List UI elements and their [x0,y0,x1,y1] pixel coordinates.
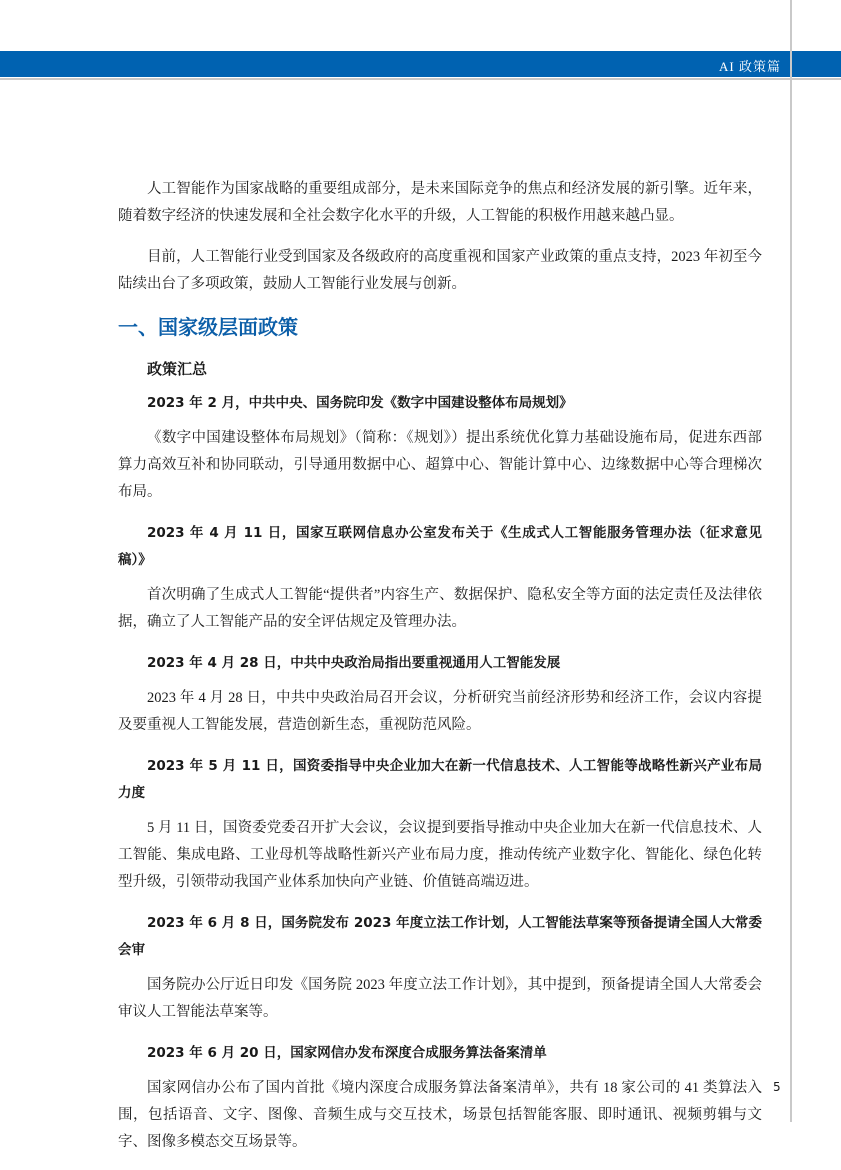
policy-body: 国家网信办公布了国内首批《境内深度合成服务算法备案清单》，共有 18 家公司的 41 类算法入围，包括语音、文字、图像、音频生成与交互技术，场景包括智能客服、即时通讯、视频剪辑与文字、图像多模态交互场景等。 [118,1080,762,1150]
running-header-title: AI 政策篇 [719,59,781,74]
intro-paragraph-1: 人工智能作为国家战略的重要组成部分，是未来国际竞争的焦点和经济发展的新引擎。近年来，随着数字经济的快速发展和全社会数字化水平的升级，人工智能的积极作用越来越凸显。 [118,181,762,224]
policy-heading: 2023 年 4 月 11 日，国家互联网信息办公室发布关于《生成式人工智能服务管理办法（征求意见稿）》 [118,525,762,568]
header-band [0,51,791,77]
policy-heading: 2023 年 6 月 20 日，国家网信办发布深度合成服务算法备案清单 [147,1045,547,1061]
policy-body: 国务院办公厅近日印发《国务院 2023 年度立法工作计划》，其中提到，预备提请全国人大常委会审议人工智能法草案等。 [118,977,762,1020]
page-content [118,176,762,1170]
policy-body: 《数字中国建设整体布局规划》（简称：《规划》）提出系统优化算力基础设施布局，促进东西部算力高效互补和协同联动，引导通用数据中心、超算中心、智能计算中心、边缘数据中心等合理梯次布局。 [118,430,762,500]
policy-heading: 2023 年 5 月 11 日，国资委指导中央企业加大在新一代信息技术、人工智能等战略性新兴产业布局力度 [118,758,762,801]
policy-body: 2023 年 4 月 28 日，中共中央政治局召开会议，分析研究当前经济形势和经济工作，会议内容提及要重视人工智能发展，营造创新生态，重视防范风险。 [118,690,762,733]
policy-body: 5 月 11 日，国资委党委召开扩大会议，会议提到要指导推动中央企业加大在新一代信息技术、人工智能、集成电路、工业母机等战略性新兴产业布局力度，推动传统产业数字化、智能化、绿色化转型升级，引领带动我国产业体系加快向产业链、价值链高端迈进。 [118,820,762,890]
policy-heading: 2023 年 6 月 8 日，国务院发布 2023 年度立法工作计划，人工智能法草案等预备提请全国人大常委会审 [118,915,762,958]
policy-heading: 2023 年 4 月 28 日，中共中央政治局指出要重视通用人工智能发展 [147,655,561,671]
header-rule [0,78,841,80]
header-band-edge [792,51,841,77]
intro-paragraph-2: 目前，人工智能行业受到国家及各级政府的高度重视和国家产业政策的重点支持，2023 年初至今陆续出台了多项政策，鼓励人工智能行业发展与创新。 [118,249,762,292]
section-subtitle: 政策汇总 [147,360,208,378]
page-number: 5 [773,1080,781,1094]
section-title: 一、国家级层面政策 [118,315,298,339]
policy-body: 首次明确了生成式人工智能“提供者”内容生产、数据保护、隐私安全等方面的法定责任及法律依据，确立了人工智能产品的安全评估规定及管理办法。 [118,587,762,630]
policy-heading: 2023 年 2 月，中共中央、国务院印发《数字中国建设整体布局规划》 [147,395,573,411]
page-edge-line [790,0,792,1122]
